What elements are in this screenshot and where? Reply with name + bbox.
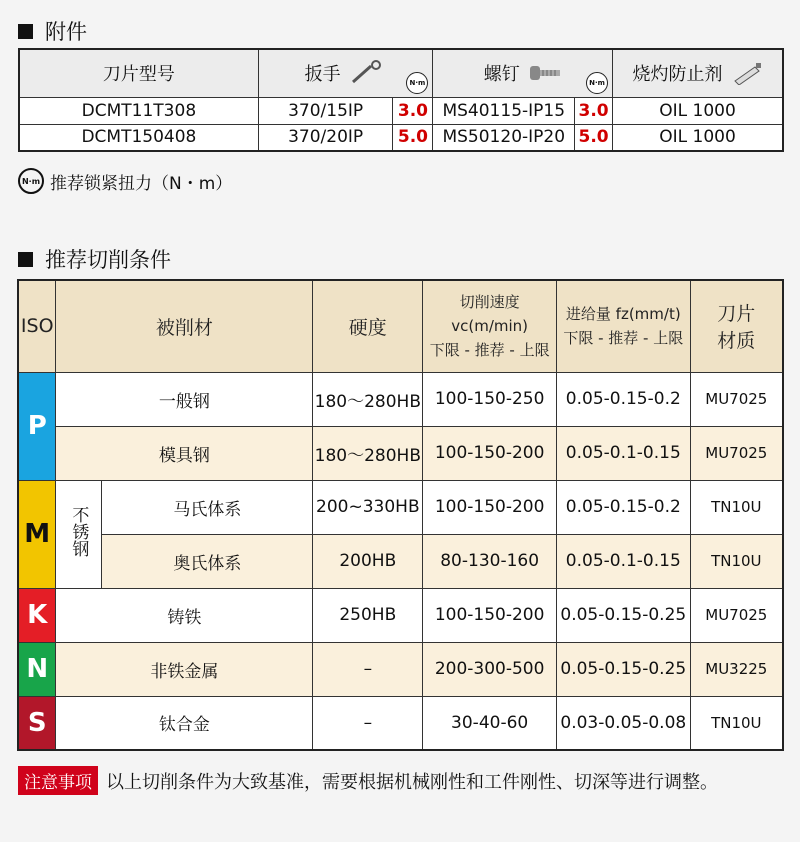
speed-cell: 30-40-60: [423, 696, 557, 750]
header-anti-seize: 烧灼防止剂: [613, 49, 783, 97]
header-screw: 螺钉 N·m: [433, 49, 613, 97]
iso-n-badge: N: [18, 642, 56, 696]
screw-model: MS50120-IP20: [433, 124, 575, 151]
feed-cell: 0.05-0.15-0.2: [556, 480, 690, 534]
notice-text: 以上切削条件为大致基准，需要根据机械刚性和工件刚性、切深等进行调整。: [106, 771, 718, 793]
notice: [18, 766, 718, 795]
table-row: [19, 97, 783, 124]
hardness-cell: 180～280HB: [313, 426, 423, 480]
speed-cell: 100-150-250: [423, 372, 557, 426]
square-bullet-icon: [18, 24, 33, 39]
grade-cell: TN10U: [690, 534, 783, 588]
hardness-cell: 250HB: [313, 588, 423, 642]
feed-cell: 0.05-0.1-0.15: [556, 534, 690, 588]
table-row: [18, 480, 783, 534]
feed-cell: 0.05-0.15-0.2: [556, 372, 690, 426]
feed-cell: 0.05-0.15-0.25: [556, 588, 690, 642]
iso-m-badge: M: [18, 480, 56, 588]
accessories-table: [18, 48, 784, 152]
material-cell: 一般钢: [56, 372, 313, 426]
stainless-label: 不锈钢: [56, 480, 102, 588]
screw-icon: [528, 62, 562, 84]
iso-p-badge: P: [18, 372, 56, 480]
table-row: [18, 588, 783, 642]
hardness-cell: –: [313, 696, 423, 750]
oil-model: OIL 1000: [613, 97, 783, 124]
speed-cell: 100-150-200: [423, 426, 557, 480]
material-cell: 马氏体系: [102, 480, 313, 534]
iso-k-badge: K: [18, 588, 56, 642]
header-hardness: 硬度: [313, 280, 423, 372]
hardness-cell: 180～280HB: [313, 372, 423, 426]
header-wrench: 扳手 N·m: [258, 49, 433, 97]
speed-cell: 200-300-500: [423, 642, 557, 696]
header-insert-model: 刀片型号: [19, 49, 258, 97]
cutting-title: 推荐切削条件: [18, 244, 171, 274]
header-grade: 刀片 材质: [690, 280, 783, 372]
speed-cell: 100-150-200: [423, 480, 557, 534]
accessories-title: 附件: [18, 16, 87, 46]
header-speed: 切削速度 vc(m/min) 下限 - 推荐 - 上限: [423, 280, 557, 372]
grade-cell: MU7025: [690, 588, 783, 642]
insert-model: DCMT150408: [19, 124, 258, 151]
table-row: [18, 696, 783, 750]
speed-cell: 100-150-200: [423, 588, 557, 642]
screw-torque: 3.0: [575, 97, 613, 124]
hardness-cell: 200~330HB: [313, 480, 423, 534]
wrench-model: 370/20IP: [258, 124, 393, 151]
table-row: [18, 534, 783, 588]
material-cell: 模具钢: [56, 426, 313, 480]
hardness-cell: 200HB: [313, 534, 423, 588]
tube-icon: [731, 61, 763, 85]
iso-s-badge: S: [18, 696, 56, 750]
material-cell: 钛合金: [56, 696, 313, 750]
speed-cell: 80-130-160: [423, 534, 557, 588]
wrench-torque: 5.0: [393, 124, 433, 151]
table-row: [19, 124, 783, 151]
header-iso: ISO: [18, 280, 56, 372]
screw-torque: 5.0: [575, 124, 613, 151]
cutting-conditions-table: [17, 279, 784, 751]
material-cell: 铸铁: [56, 588, 313, 642]
feed-cell: 0.03-0.05-0.08: [556, 696, 690, 750]
nm-icon: N·m: [586, 72, 608, 94]
wrench-torque: 3.0: [393, 97, 433, 124]
torque-note: N·m 推荐锁紧扭力（N・m）: [18, 168, 232, 194]
grade-cell: MU3225: [690, 642, 783, 696]
notice-tag: 注意事项: [18, 766, 98, 795]
grade-cell: MU7025: [690, 372, 783, 426]
grade-cell: MU7025: [690, 426, 783, 480]
grade-cell: TN10U: [690, 696, 783, 750]
hardness-cell: –: [313, 642, 423, 696]
material-cell: 非铁金属: [56, 642, 313, 696]
table-row: [18, 426, 783, 480]
screw-model: MS40115-IP15: [433, 97, 575, 124]
insert-model: DCMT11T308: [19, 97, 258, 124]
wrench-model: 370/15IP: [258, 97, 393, 124]
nm-icon: N·m: [406, 72, 428, 94]
wrench-icon: [349, 60, 387, 86]
table-row: [18, 642, 783, 696]
feed-cell: 0.05-0.1-0.15: [556, 426, 690, 480]
material-cell: 奥氏体系: [102, 534, 313, 588]
grade-cell: TN10U: [690, 480, 783, 534]
header-material: 被削材: [56, 280, 313, 372]
header-feed: 进给量 fz(mm/t) 下限 - 推荐 - 上限: [556, 280, 690, 372]
feed-cell: 0.05-0.15-0.25: [556, 642, 690, 696]
nm-torque-icon: N·m: [18, 168, 44, 194]
square-bullet-icon: [18, 252, 33, 267]
table-row: [18, 372, 783, 426]
oil-model: OIL 1000: [613, 124, 783, 151]
